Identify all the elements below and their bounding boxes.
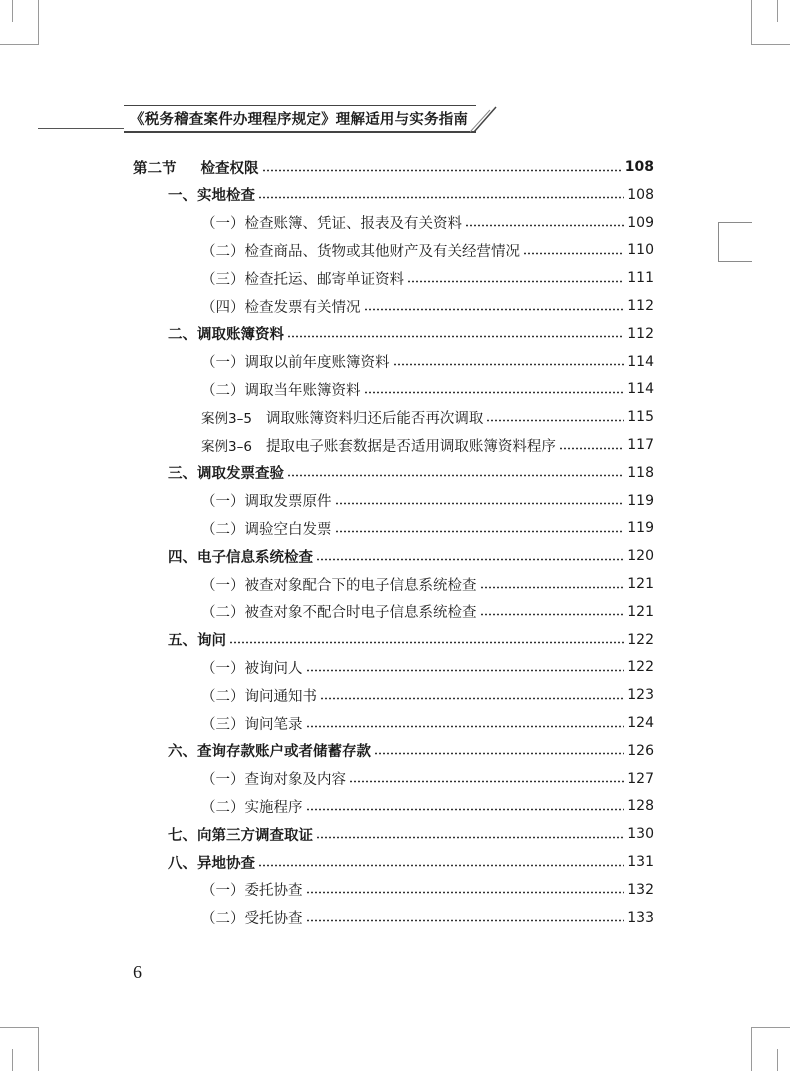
toc-entry-title (168, 546, 313, 567)
toc-entry[interactable] (201, 516, 654, 540)
toc-entry[interactable] (168, 322, 654, 346)
toc-entry-title (168, 323, 284, 344)
chapter-thumb-tab (718, 222, 752, 262)
toc-entry-text: （一）调取以前年度账簿资料 (201, 355, 390, 372)
book-title: 《税务稽查案件办理程序规定》理解适用与实务指南 (130, 112, 469, 128)
toc-entry-title (201, 574, 477, 595)
header-rule (38, 128, 124, 129)
toc-entry[interactable] (201, 655, 654, 679)
dot-leader (316, 836, 624, 839)
toc-entry[interactable] (201, 489, 654, 513)
toc-entry-text: （一）委托协查 (201, 883, 303, 900)
toc-entry-text: 四、电子信息系统检查 (168, 548, 313, 566)
toc-entry-text: 一、实地检查 (168, 187, 255, 205)
toc-entry-title (201, 907, 303, 928)
toc-entry-text: 五、询问 (168, 632, 226, 650)
toc-page-number: 111 (627, 270, 654, 287)
toc-entry[interactable] (201, 405, 654, 429)
toc-entry-text: （四）检查发票有关情况 (201, 299, 361, 316)
toc-entry-text: （三）检查托运、邮寄单证资料 (201, 271, 404, 288)
toc-entry-title (201, 879, 303, 900)
dot-leader (306, 725, 625, 728)
toc-entry-title (201, 685, 317, 706)
toc-page-number: 115 (627, 409, 654, 426)
toc-entry-text: 七、向第三方调查取证 (168, 826, 313, 844)
toc-entry-title (133, 157, 259, 178)
toc-entry-title (168, 184, 255, 205)
dot-leader (258, 196, 624, 199)
toc-entry-title (201, 268, 404, 289)
toc-page-number: 118 (627, 464, 654, 481)
dot-leader (320, 697, 624, 700)
dot-leader (335, 530, 625, 533)
page-number: 6 (133, 962, 142, 982)
dot-leader (465, 224, 624, 227)
toc-entry-title (201, 351, 390, 372)
dot-leader (335, 502, 625, 505)
toc-entry-text: （一）检查账簿、凭证、报表及有关资料 (201, 216, 462, 233)
toc-entry-text: （一）被查对象配合下的电子信息系统检查 (201, 577, 477, 594)
dot-leader (306, 919, 625, 922)
toc-entry-title (168, 462, 284, 483)
toc-page-number: 112 (627, 325, 654, 342)
toc-entry-text: 六、查询存款账户或者储蓄存款 (168, 743, 371, 761)
running-header (124, 105, 476, 133)
toc-page-number: 117 (627, 437, 654, 453)
toc-page-number: 119 (627, 492, 654, 509)
toc-page-number: 131 (627, 854, 654, 870)
toc-entry[interactable] (201, 767, 654, 791)
toc-entry-text: （二）询问通知书 (201, 688, 317, 705)
dot-leader (287, 335, 624, 338)
toc-page-number: 133 (627, 909, 654, 926)
dot-leader (523, 252, 624, 255)
dot-leader (287, 474, 624, 477)
toc-entry-title (201, 490, 332, 511)
toc-page-number: 132 (627, 881, 654, 898)
toc-entry-text: 八、异地协查 (168, 854, 255, 872)
dot-leader (480, 613, 625, 616)
dot-leader (316, 558, 624, 561)
toc-page-number: 120 (627, 548, 654, 565)
toc-entry-text: （二）调取当年账簿资料 (201, 382, 361, 399)
toc-entry-text: （二）受托协查 (201, 911, 303, 928)
toc-page-number: 127 (627, 770, 654, 787)
toc-entry-text: 调取账簿资料归还后能否再次调取 (265, 410, 484, 427)
toc-entry[interactable] (201, 794, 654, 818)
dot-leader (229, 641, 624, 644)
toc-page-number: 108 (624, 159, 654, 175)
toc-entry[interactable] (201, 600, 654, 624)
dot-leader (374, 752, 624, 755)
toc-entry-text: （二）检查商品、货物或其他财产及有关经营情况 (201, 243, 520, 260)
toc-entry-text: 检查权限 (200, 159, 259, 177)
toc-entry[interactable] (168, 461, 654, 485)
toc-page-number: 114 (627, 353, 654, 370)
toc-entry[interactable] (168, 544, 654, 568)
toc-entry[interactable] (201, 350, 654, 374)
toc-entry-title (201, 435, 556, 456)
dot-leader (258, 864, 624, 867)
toc-page-number: 128 (627, 798, 654, 815)
toc-page-number: 112 (627, 298, 654, 314)
toc-entry[interactable] (201, 878, 654, 902)
dot-leader (306, 808, 625, 811)
toc-page-number: 109 (627, 214, 654, 231)
dot-leader (393, 363, 625, 366)
toc-entry-title (201, 212, 462, 233)
toc-entry[interactable] (201, 266, 654, 290)
toc-entry[interactable] (201, 294, 654, 318)
toc-entry-title (201, 379, 361, 400)
dot-leader (364, 391, 625, 394)
toc-entry[interactable] (133, 155, 654, 179)
toc-entry-title (201, 296, 361, 317)
toc-entry[interactable] (201, 238, 654, 262)
toc-page-number: 124 (627, 715, 654, 731)
dot-leader (407, 280, 624, 283)
toc-entry-title (201, 407, 483, 428)
dot-leader (262, 169, 622, 172)
toc-entry-text: （二）实施程序 (201, 799, 303, 816)
toc-entry-title (201, 657, 303, 678)
toc-page-number: 114 (627, 381, 654, 398)
toc-entry-prefix: 第二节 (133, 159, 177, 177)
toc-page-number: 126 (627, 742, 654, 759)
toc-entry[interactable] (168, 739, 654, 763)
dot-leader (480, 586, 625, 589)
toc-entry[interactable] (168, 850, 654, 874)
toc-page-number: 110 (627, 242, 654, 259)
toc-entry[interactable] (201, 377, 654, 401)
toc-entry[interactable] (201, 572, 654, 596)
dot-leader (306, 891, 625, 894)
toc-entry-text: （一）被询问人 (201, 660, 303, 677)
dot-leader (486, 419, 624, 422)
toc-entry[interactable] (168, 183, 654, 207)
toc-entry-title (168, 629, 226, 650)
toc-entry-title (201, 518, 332, 539)
dot-leader (349, 780, 624, 783)
toc-entry-title (201, 713, 303, 734)
toc-entry-text: （三）询问笔录 (201, 716, 303, 733)
toc-entry-title (168, 740, 371, 761)
toc-page-number: 122 (627, 631, 654, 648)
toc-entry-text: （二）调验空白发票 (201, 521, 332, 538)
toc-entry[interactable] (168, 628, 654, 652)
toc-entry-title (201, 768, 346, 789)
toc-page-number: 122 (627, 659, 654, 676)
toc-page-number: 130 (627, 826, 654, 843)
toc-page-number: 121 (627, 576, 654, 592)
toc-entry-title (201, 796, 303, 817)
toc-entry-prefix: 案例3–6 (201, 438, 252, 455)
toc-entry-title (168, 852, 255, 873)
toc-entry-title (201, 240, 520, 261)
toc-entry-prefix: 案例3–5 (201, 410, 252, 427)
dot-leader (559, 447, 624, 450)
toc-entry[interactable] (201, 683, 654, 707)
toc-entry[interactable] (201, 906, 654, 930)
toc-entry[interactable] (201, 711, 654, 735)
toc-entry-text: 三、调取发票查验 (168, 465, 284, 483)
toc-page-number: 119 (627, 520, 654, 537)
toc-entry[interactable] (168, 822, 654, 846)
toc-entry-text: （一）调取发票原件 (201, 494, 332, 511)
toc-entry-text: 提取电子账套数据是否适用调取账簿资料程序 (265, 438, 556, 455)
dot-leader (306, 669, 625, 672)
toc-page-number: 108 (627, 186, 654, 203)
toc-page-number: 121 (627, 603, 654, 620)
toc-entry-title (201, 601, 477, 622)
toc-entry-title (168, 824, 313, 845)
toc-entry-text: 二、调取账簿资料 (168, 326, 284, 344)
toc-entry-text: （二）被查对象不配合时电子信息系统检查 (201, 605, 477, 622)
toc-entry-text: （一）查询对象及内容 (201, 772, 346, 789)
toc-entry[interactable] (201, 433, 654, 457)
dot-leader (364, 308, 625, 311)
toc-page-number: 123 (627, 687, 654, 704)
toc-entry[interactable] (201, 211, 654, 235)
header-slash-ornament (470, 104, 500, 134)
